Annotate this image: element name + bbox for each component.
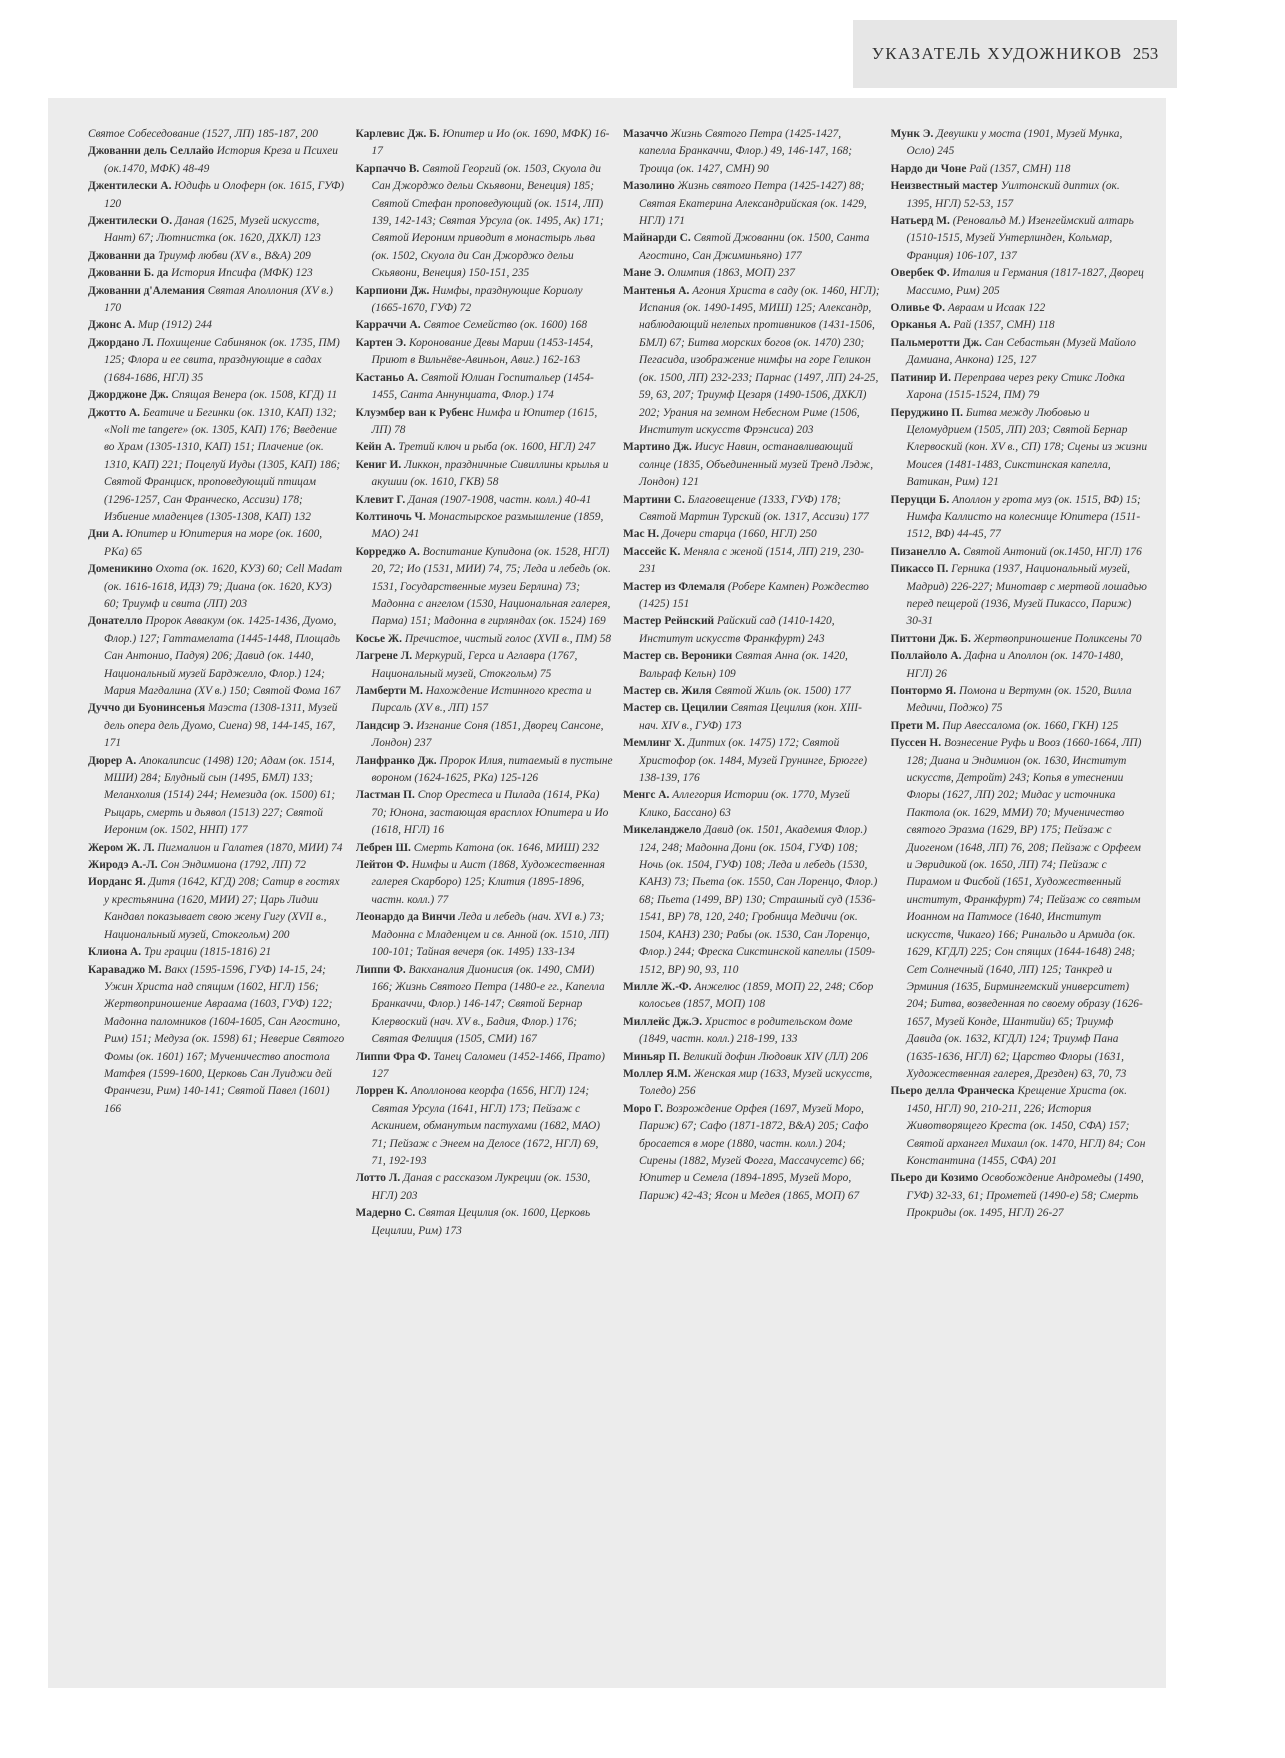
index-entry [88,962,346,1119]
artist-name: Джованни дель Селлайо [88,145,214,158]
artwork-list: Битва между Любовью и Целомудрием (1505, ЛП) 203; Святой Бернар Клервоский (кон. XV в., СП) 178; Сцены из жизни Моисея (1481-1483, Сикстинская капелла, Ватикан, Рим) 121 [906,406,1148,489]
index-entry [356,335,614,370]
artwork-list: Нахождение Истинного креста и Пирсаль (XV в., ЛП) 157 [371,685,592,715]
index-entry [88,561,346,613]
index-column-2 [356,126,614,1671]
index-entry [891,561,1149,631]
artwork-list: Святая Цецилия (ок. 1600, Церковь Цецилии, Рим) 173 [371,1207,591,1237]
artist-name: Джованни да [88,249,156,262]
index-entry [356,1049,614,1084]
artwork-list: Агония Христа в саду (ок. 1460, НГЛ); Испания (ок. 1490-1495, МИШ) 125; Александр, наблюдающий нелепых противников (1431-1506, БМЛ) 67; Битва морских богов (ок. 1470) 230; Пегасида, изображение нимфы на горе Геликон (ок. 1500, ЛП) 232-233; Парнас (1497, ЛП) 24-25, 59, 63, 207; Триумф Цезаря (1490-1506, ДХКЛ) 202; Урания на земном Небесном Риме (1506, Институт искусств Фрэнсиса) 203 [639,284,880,436]
artist-name: Иорданс Я. [88,876,146,889]
index-entry [891,161,1149,178]
artwork-list: Маэста (1308-1311, Музей дель опера дель Дуомо, Сиена) 98, 144-145, 167, 171 [104,702,338,750]
artist-name: Доменикино [88,563,153,576]
artwork-list: Вознесение Руфь и Вооз (1660-1664, ЛП) 128; Диана и Эндимион (ок. 1630, Институт искусств, Детройт) 243; Копья в утеснении Флоры (1627, ЛП) 202; Мидас у источника Пактола (ок. 1629, ММИ) 70; Мученичество святого Эразма (1629, ВР) 175; Пейзаж с Диогеном (1648, ЛП) 76, 208; Пейзаж с Орфеем и Эвридикой (ок. 1650, ЛП) 74; Пейзаж с Пирамом и Фисбой (1651, Художественный институт, Франкфурт) 74; Пейзаж со святым Иоанном на Патмосе (1640, Институт искусств, Чикаго) 166; Ринальдо и Армида (ок. 1629, КГДЛ) 225; Сон спящих (1644-1648) 248; Сет Солнечный (1640, ЛП) 125; Танкред и Эрминия (1635, Бирмингемский университет) 204; Битва, возведенная по своему образу (1626-1657, Музей Конде, Шантийи) 65; Триумф Давида (ок. 1632, КГДЛ) 124; Триумф Пана (1635-1636, НГЛ) 62; Царство Флоры (1631, Художественная галерея, Дрезден) 63, 70, 73 [906,737,1143,1080]
artist-name: Джотто А. [88,406,141,419]
artwork-list: Святая Цецилия (кон. XIII-нач. XIV в., ГУФ) 173 [639,702,862,732]
artwork-list: Юдифь и Олоферн (ок. 1615, ГУФ) 120 [104,180,345,210]
artist-name: Джованни Б. да [88,267,169,280]
index-entry [623,439,881,491]
index-entry [88,265,346,282]
index-entry [356,509,614,544]
artist-name: Липпи Ф. [355,963,406,976]
index-column-4 [891,126,1149,1671]
artwork-list: Апокалипсис (1498) 120; Адам (ок. 1514, МШИ) 284; Блудный сын (1495, БМЛ) 133; Меланхолия (1514) 244; Немезида (ок. 1500) 61; Рыцарь, смерть и дьявол (1513) 227; Святой Иероним (ок. 1502, ННП) 177 [104,754,336,837]
artwork-list: Нимфы и Аист (1868, Художественная галерея Скарборо) 125; Клития (1895-1896, частн. колл.) 77 [371,859,605,906]
index-entry [891,631,1149,648]
index-column-1 [88,126,346,1671]
artwork-list: Спор Орестеса и Пилада (1614, РКа) 70; Юнона, застающая врасплох Юпитера и Ио (1618, НГЛ) 16 [371,789,609,837]
artist-name: Мастер из Флемаля [623,580,726,593]
index-entry [623,735,881,787]
artwork-list: Даная (1625, Музей искусств, Нант) 67; Лютнистка (ок. 1620, ДХКЛ) 123 [104,215,321,245]
artwork-list: Святое Семейство (ок. 1600) 168 [423,319,588,332]
artwork-list: Святой Георгий (ок. 1503, Скуола ди Сан Джорджо дельи Скьявони, Венеция) 185; Святой Стефан проповедующий (ок. 1514, ЛП) 139, 142-143; Святая Урсула (ок. 1495, Ак) 171; Святой Иероним приводит в монастырь льва (ок. 1502, Скуола ди Сан Джорджо дельи Скьявони, Венеция) 150-151, 235 [371,162,604,280]
artist-name: Джентилески А. [88,180,172,193]
index-columns [88,126,1148,1671]
artist-name: Мемлинг Х. [623,737,686,750]
artwork-list: Святое Собеседование (1527, ЛП) 185-187, 200 [88,128,318,140]
index-column-3 [623,126,881,1671]
index-entry [88,143,346,178]
artist-name: Леонардо да Винчи [355,911,456,924]
artwork-list: Изгнание Соня (1851, Дворец Сансоне, Лондон) 237 [371,719,604,750]
artist-name: Пизанелло А. [890,545,961,558]
artwork-list: Пророк Аввакум (ок. 1425-1436, Дуомо, Флор.) 127; Гаттамелата (1445-1448, Площадь Сан Антонио, Падуя) 206; Давид (ок. 1440, Национальный музей Барджелло, Флор.) 124; Мария Магдалина (XV в.) 150; Святой Фома 167 [104,615,341,697]
artwork-list: Сан Себастьян (Музей Майоло Дамиана, Анкона) 125, 127 [906,336,1136,367]
artwork-list: Воспитание Купидона (ок. 1528, НГЛ) 20, 72; Ио (1531, МИИ) 74, 75; Леда и лебедь (ок. 1531, Государственные музеи Берлина) 73; Мадонна с ангелом (1530, Национальная галерея, Парма) 151; Мадонна в гирляндах (ок. 1524) 169 [371,545,611,628]
artwork-list: Крещение Христа (ок. 1450, НГЛ) 90, 210-211, 226; История Животворящего Креста (ок. 1450, СФА) 157; Святой архангел Михаил (ок. 1470, НГЛ) 84; Сон Константина (1455, СФА) 201 [906,1085,1146,1167]
artwork-list: Монастырское размышление (1859, МАО) 241 [371,510,604,541]
index-entry [891,1170,1149,1222]
artwork-list: Диптих (ок. 1475) 172; Святой Христофор (ок. 1484, Музей Грунинге, Брюгге) 138-139, 176 [639,737,868,785]
index-entry [356,544,614,631]
index-entry [88,700,346,752]
artwork-list: Спящая Венера (ок. 1508, КГД) 11 [171,389,338,402]
index-entry [88,335,346,387]
index-entry [88,526,346,561]
index-entry [623,230,881,265]
artist-name: Патинир И. [890,371,951,384]
artwork-list: Помона и Вертумн (ок. 1520, Вилла Медичи, Поджо) 75 [906,685,1132,715]
index-entry [623,283,881,440]
artwork-list: Жертвоприношение Поликсены 70 [973,632,1142,645]
index-entry [623,579,881,614]
artwork-list: Герника (1937, Национальный музей, Мадрид) 226-227; Минотавр с мертвой лошадью перед пещерой (1936, Музей Пикассо, Париж) 30-31 [906,563,1147,628]
artwork-list: Танец Саломеи (1452-1466, Прато) 127 [371,1050,605,1080]
artist-name: Кейн А. [355,441,396,454]
index-entry [891,317,1149,334]
index-entry [623,979,881,1014]
artist-name: Ландсир Э. [355,719,414,732]
index-entry [623,1066,881,1101]
artwork-list: Смерть Катона (ок. 1646, МИШ) 232 [413,841,600,854]
index-entry [623,126,881,178]
artist-name: Джордано Л. [88,336,154,349]
index-title: УКАЗАТЕЛЬ ХУДОЖНИКОВ [871,44,1123,63]
artist-name: Донателло [88,615,143,628]
index-entry [891,735,1149,1083]
artist-name: Пикассо П. [890,563,949,576]
index-entry [356,962,614,1049]
artwork-list: Юпитер и Юпитерия на море (ок. 1600, РКа) 65 [104,528,323,558]
index-entry [623,178,881,230]
artwork-list: Триумф любви (XV в., B&A) 209 [157,249,311,262]
artwork-list: Переправа через реку Стикс Лодка Харона (1515-1524, ПМ) 79 [906,371,1125,402]
artwork-list: Освобождение Андромеды (1490, ГУФ) 32-33, 61; Прометей (1490-е) 58; Смерть Прокриды (ок. 1495, НГЛ) 26-27 [906,1172,1144,1220]
artwork-list: Даная (1907-1908, частн. колл.) 40-41 [408,493,592,506]
artwork-list: История Креза и Психеи (ок.1470, МФК) 48-49 [104,145,338,175]
artist-name: Пьеро делла Франческа [890,1085,1015,1098]
artist-name: Карпиони Дж. [355,284,430,297]
artist-name: Мастер св. Жиля [623,685,712,697]
index-entry [623,265,881,282]
index-entry [88,178,346,213]
artist-name: Натьерд М. [890,215,950,228]
artist-name: Пуссен Н. [890,737,942,750]
index-entry [356,631,614,648]
index-panel [48,98,1166,1688]
artwork-list: Охота (ок. 1620, КУЗ) 60; Cell Madam (ок. 1616-1618, ИДЗ) 79; Диана (ок. 1620, КУЗ) 60; Триумф и свита (ЛП) 203 [104,563,343,610]
artist-name: Орканья А. [890,319,951,332]
artist-name: Массейс К. [623,545,681,558]
index-entry [623,492,881,527]
artwork-list: Анжелюс (1859, МОП) 22, 248; Сбор колосьев (1857, МОП) 108 [639,980,874,1011]
index-entry [623,1049,881,1066]
artist-name: Питтони Дж. Б. [890,632,971,645]
artwork-list: Даная с рассказом Лукреции (ок. 1530, НГЛ) 203 [371,1172,591,1202]
index-entry [891,126,1149,161]
artwork-list: Вакханалия Дионисия (ок. 1490, СМИ) 166; Жизнь Святого Петра (1480-е гг., Капелла Бранкаччи, Флор.) 146-147; Святой Бернар Клервоский (нач. XV в., Бадия, Флор.) 176; Святая Фелиция (1505, СМИ) 167 [371,963,605,1046]
index-entry [88,317,346,334]
index-entry [356,1170,614,1205]
index-entry [356,317,614,334]
artist-name: Ланфранко Дж. [355,754,437,767]
artwork-list: Великий дофин Людовик XIV (ЛЛ) 206 [682,1050,868,1063]
index-entry [356,718,614,753]
artwork-list: Похищение Сабинянок (ок. 1735, ПМ) 125; Флора и ее свита, празднующие в садах (1684-1686, НГЛ) 35 [104,336,340,384]
index-entry [88,387,346,404]
artist-name: Карлевис Дж. Б. [355,128,440,140]
index-entry [356,1083,614,1170]
artist-name: Моро Г. [623,1102,663,1115]
artwork-list: Пигмалион и Галатея (1870, МИИ) 74 [157,841,343,854]
index-entry [623,1101,881,1205]
artist-name: Оливье Ф. [890,302,946,315]
artist-name: Пьеро ди Козимо [890,1172,979,1185]
artist-name: Кастаньо А. [355,371,418,384]
artwork-list: Олимпия (1863, МОП) 237 [667,267,795,280]
page-number: 253 [1132,44,1159,63]
index-entry [891,683,1149,718]
artist-name: Дюрер А. [88,754,137,767]
artist-name: Лотто Л. [355,1172,401,1185]
index-entry [356,126,614,161]
index-entry [623,526,881,543]
artist-name: Миньяр П. [623,1050,680,1063]
artist-name: Клиона А. [88,946,142,959]
artist-name: Жиродэ А.-Л. [88,859,158,872]
artist-name: Жером Ж. Л. [88,841,155,854]
artwork-list: Святой Жиль (ок. 1500) 177 [714,685,851,697]
artist-name: Клуэмбер ван к Рубенс [355,406,474,419]
artist-name: Клевит Г. [355,493,406,506]
artist-name: Лоррен К. [355,1085,408,1098]
index-entry [623,822,881,979]
artist-name: Мане Э. [623,267,665,280]
index-entry [356,457,614,492]
artwork-list: Три грации (1815-1816) 21 [143,946,272,959]
artist-name: Перуцци Б. [890,493,950,506]
index-entry [88,613,346,700]
index-entry [891,492,1149,544]
artist-name: Мунк Э. [890,128,934,140]
index-entry [356,787,614,839]
index-entry [891,718,1149,735]
artwork-list: Давид (ок. 1501, Академия Флор.) 124, 248; Мадонна Дони (ок. 1504, ГУФ) 108; Ночь (ок. 1504, ГУФ) 108; Леда и лебедь (1530, КАНЗ) 73; Пьета (ок. 1550, Сан Лоренцо, Флор.) 68; Пьета (1499, ВР) 130; Страшный суд (1536-1541, ВР) 78, 120, 240; Гробница Медичи (ок. 1504, КАНЗ) 230; Рабы (ок. 1530, Сан Лоренцо, Флор.) 244; Фреска Сикстинской капеллы (1509-1512, ВР) 90, 93, 110 [639,824,878,976]
artwork-list: Меняла с женой (1514, ЛП) 219, 230-231 [639,545,864,576]
index-entry [88,283,346,318]
index-entry [623,787,881,822]
artwork-list: Святая Аполлония (XV в.) 170 [104,284,333,315]
artist-name: Мадерно С. [355,1207,416,1220]
artist-name: Мазаччо [623,128,668,140]
artist-name: Перуджино П. [890,406,963,419]
artwork-list: Рай (1357, СМН) 118 [969,162,1071,175]
artwork-list: Третий ключ и рыба (ок. 1600, НГЛ) 247 [398,441,596,454]
artwork-list: Христос в родительском доме (1849, частн. колл.) 218-199, 133 [639,1015,853,1046]
artist-name: Мастер св. Вероники [623,650,733,663]
artwork-list: Сон Эндимиона (1792, ЛП) 72 [160,859,306,872]
index-entry [88,753,346,840]
artwork-list: (Реновальд М.) Изенгеймский алтарь (1510-1515, Музей Унтерлинден, Кольмар, Франция) 106-107, 137 [906,215,1134,262]
index-entry [356,648,614,683]
index-entry [356,753,614,788]
artist-name: Мартини С. [623,493,685,506]
index-entry [356,283,614,318]
artist-name: Нардо ди Чоне [890,162,967,175]
artist-name: Караваджо М. [88,963,162,976]
artwork-list: Нимфы, празднующие Кориолу (1665-1670, ГУФ) 72 [371,284,583,315]
index-entry [891,370,1149,405]
artwork-list: Авраам и Исаак 122 [947,302,1046,315]
index-entry [356,161,614,283]
artwork-list: Коронование Девы Марии (1453-1454, Приют в Вильнёве-Авиньон, Авиг.) 162-163 [371,336,594,367]
artist-name: Карраччи А. [355,319,421,332]
artist-name: Мастер Рейнский [623,615,715,628]
artwork-list: Святая Анна (ок. 1420, Вальраф Кельн) 109 [639,650,848,680]
artist-name: Картен Э. [355,336,407,349]
index-entry [88,213,346,248]
index-entry [356,439,614,456]
artwork-list: Женская мир (1633, Музей искусств, Толедо) 256 [639,1067,873,1098]
artwork-list: Святой Юлиан Госпитальер (1454-1455, Санта Аннунциата, Флор.) 174 [371,371,594,402]
index-entry [891,335,1149,370]
index-entry [88,944,346,961]
artwork-list: Благовещение (1333, ГУФ) 178; Святой Мартин Турский (ок. 1317, Ассизи) 177 [639,493,869,523]
index-entry [88,840,346,857]
artwork-list: Райский сад (1410-1420, Институт искусств Франкфурт) 243 [639,615,835,645]
artist-name: Неизвестный мастер [890,180,998,193]
index-entry [891,265,1149,300]
artwork-list: Дочери старца (1660, НГЛ) 250 [661,528,817,541]
artist-name: Майнарди С. [623,232,691,245]
index-entry [891,405,1149,492]
artwork-list: Меркурий, Герса и Аглавра (1767, Национальный музей, Стокгольм) 75 [371,650,578,680]
index-entry [623,1014,881,1049]
artist-name: Лагрене Л. [355,650,413,663]
index-entry [88,248,346,265]
page-header [853,20,1177,88]
index-entry [623,700,881,735]
artist-name: Прети М. [890,719,940,732]
artist-name: Мазолино [623,180,675,193]
artist-name: Джованни д'Алемания [88,284,205,297]
artist-name: Колтиночь Ч. [355,510,426,523]
index-entry [891,300,1149,317]
artist-name: Кениг И. [355,458,402,471]
artwork-list: Мир (1912) 244 [137,319,212,332]
artwork-list: История Ипсифа (МФК) 123 [171,267,313,280]
index-entry [356,370,614,405]
index-entry [356,683,614,718]
artwork-list: Аполлон у грота муз (ок. 1515, ВФ) 15; Нимфа Каллисто на колеснице Юпитера (1511-1512, ВФ) 44-45, 77 [906,493,1141,541]
index-entry [356,405,614,440]
artist-name: Джонс А. [88,319,136,332]
artwork-list: Святой Джованни (ок. 1500, Санта Агостино, Сан Джиминьяно) 177 [639,232,870,262]
artwork-list: Вакх (1595-1596, ГУФ) 14-15, 24; Ужин Христа над спящим (1602, НГЛ) 156; Жертвоприношение Авраама (1603, ГУФ) 122; Мадонна паломников (1604-1605, Сан Агостино, Рим) 151; Медуза (ок. 1598) 61; Неверие Святого Фомы (ок. 1601) 167; Мученичество апостола Матфея (1599-1600, Церковь Сан Луиджи дей Франчези, Рим) 140-141; Святой Павел (1601) 166 [104,963,345,1115]
artist-name: Мас Н. [623,528,660,541]
index-entry [88,405,346,527]
index-entry [88,857,346,874]
artist-name: Милле Ж.-Ф. [623,980,692,993]
artist-name: Мартино Дж. [623,441,692,454]
artwork-list: Дитя (1642, КГД) 208; Сатир в гостях у крестьянина (1620, МИИ) 27; Царь Лидии Кандавл показывает свою жену Гигу (XVII в., Национальный музей, Стокгольм) 200 [104,876,340,941]
artist-name: Миллейс Дж.Э. [623,1015,703,1028]
index-entry [356,840,614,857]
artwork-list: Дафна и Аполлон (ок. 1470-1480, НГЛ) 26 [906,650,1124,680]
artwork-list: Рай (1357, СМН) 118 [953,319,1055,332]
artwork-list: Ликкон, праздничные Сивиллины крылья и акушии (ок. 1610, ГКВ) 58 [371,458,609,489]
artwork-list: Пир Авессалома (ок. 1660, ГКН) 125 [942,719,1119,732]
index-entry [356,1205,614,1240]
artist-name: Карпаччо В. [355,162,420,175]
artist-name: Моллер Я.М. [623,1067,691,1080]
artwork-list: Пречистое, чистый голос (XVII в., ПМ) 58 [404,632,612,645]
index-entry [88,126,346,143]
artist-name: Дни А. [88,528,123,541]
index-entry [891,178,1149,213]
index-entry [356,492,614,509]
artist-name: Лейтон Ф. [355,859,409,872]
artist-name: Менгс А. [623,789,670,802]
index-entry [891,648,1149,683]
artwork-list: Возрождение Орфея (1697, Музей Моро, Париж) 67; Сафо (1871-1872, B&A) 205; Сафо бросается в море (1880, частн. колл.) 204; Сирены (1882, Музей Фогга, Массачусетс) 66; Юпитер и Семела (1894-1895, Музей Моро, Париж) 42-43; Ясон и Медея (1865, МОП) 67 [639,1102,869,1202]
artist-name: Поллайоло А. [890,650,962,663]
artwork-list: Уилтонский диптих (ок. 1395, НГЛ) 52-53, 157 [906,180,1120,210]
artwork-list: Девушки у моста (1901, Музей Мунка, Осло) 245 [906,128,1123,158]
artist-name: Джентилески О. [88,215,173,228]
artwork-list: Святой Антоний (ок.1450, НГЛ) 176 [963,545,1142,558]
artist-name: Лебрен Ш. [355,841,411,854]
artwork-list: Беатиче и Бегинки (ок. 1310, КАП) 132; «Noli me tangere» (ок. 1305, КАП) 176; Введение во Храм (1305-1310, КАП) 151; Плачение (ок. 1310, КАП) 221; Поцелуй Иуды (1305, КАП) 186; Святой Франциск, проповедующий птицам (1296-1257, Сан Франческо, Ассизи) 178; Избиение младенцев (1305-1308, КАП) 132 [104,406,341,523]
artwork-list: Жизнь Святого Петра (1425-1427, капелла Бранкаччи, Флор.) 49, 146-147, 168; Троица (ок. 1427, СМН) 90 [639,128,853,175]
index-entry [891,213,1149,265]
artist-name: Ламберти М. [355,685,423,697]
artist-name: Понтормо Я. [890,685,957,697]
artwork-list: Аллегория Истории (ок. 1770, Музей Клико, Бассано) 63 [639,789,850,819]
index-entry [623,648,881,683]
artwork-list: Леда и лебедь (нач. XVI в.) 73; Мадонна с Младенцем и св. Анной (ок. 1510, ЛП) 100-101; Тайная вечеря (ок. 1495) 133-134 [371,911,609,959]
artwork-list: Нимфа и Юпитер (1615, ЛП) 78 [371,406,598,436]
artist-name: Корреджо А. [355,545,420,558]
index-entry [891,1083,1149,1170]
artist-name: Мантенья А. [623,284,690,297]
index-entry [88,874,346,944]
index-entry [356,909,614,961]
artist-name: Джорджоне Дж. [88,389,169,402]
artist-name: Микеланджело [623,824,702,837]
artist-name: Пальмеротти Дж. [890,336,982,349]
index-entry [623,544,881,579]
artwork-list: Жизнь святого Петра (1425-1427) 88; Святая Екатерина Александрийская (ок. 1429, НГЛ) 171 [639,180,867,228]
artist-name: Липпи Фра Ф. [355,1050,431,1063]
artwork-list: Аполлонова кеорфа (1656, НГЛ) 124; Святая Урсула (1641, НГЛ) 173; Пейзаж с Аскинием, обманутым пастухами (1682, МАО) 71; Пейзаж с Энеем на Делосе (1672, НГЛ) 69, 71, 192-193 [371,1085,601,1167]
artwork-list: Италия и Германия (1817-1827, Дворец Массимо, Рим) 205 [906,267,1144,297]
artwork-list: (Робере Кампен) Рождество (1425) 151 [639,580,869,610]
index-entry [356,857,614,909]
artwork-list: Иисус Навин, останавливающий солнце (1835, Объединенный музей Тренд Лэдж, Лондон) 121 [639,441,874,489]
artwork-list: Пророк Илия, питаемый в пустыне вороном (1624-1625, РКа) 125-126 [371,754,613,785]
artist-name: Дуччо ди Буонинсенья [88,702,206,715]
index-entry [891,544,1149,561]
artist-name: Косье Ж. [355,632,402,645]
index-entry [623,683,881,700]
artwork-list: Юпитер и Ио (ок. 1690, МФК) 16-17 [371,128,610,158]
artist-name: Овербек Ф. [890,267,950,280]
index-entry [623,613,881,648]
artist-name: Мастер св. Цецилии [623,702,728,715]
artist-name: Ластман П. [355,789,415,802]
